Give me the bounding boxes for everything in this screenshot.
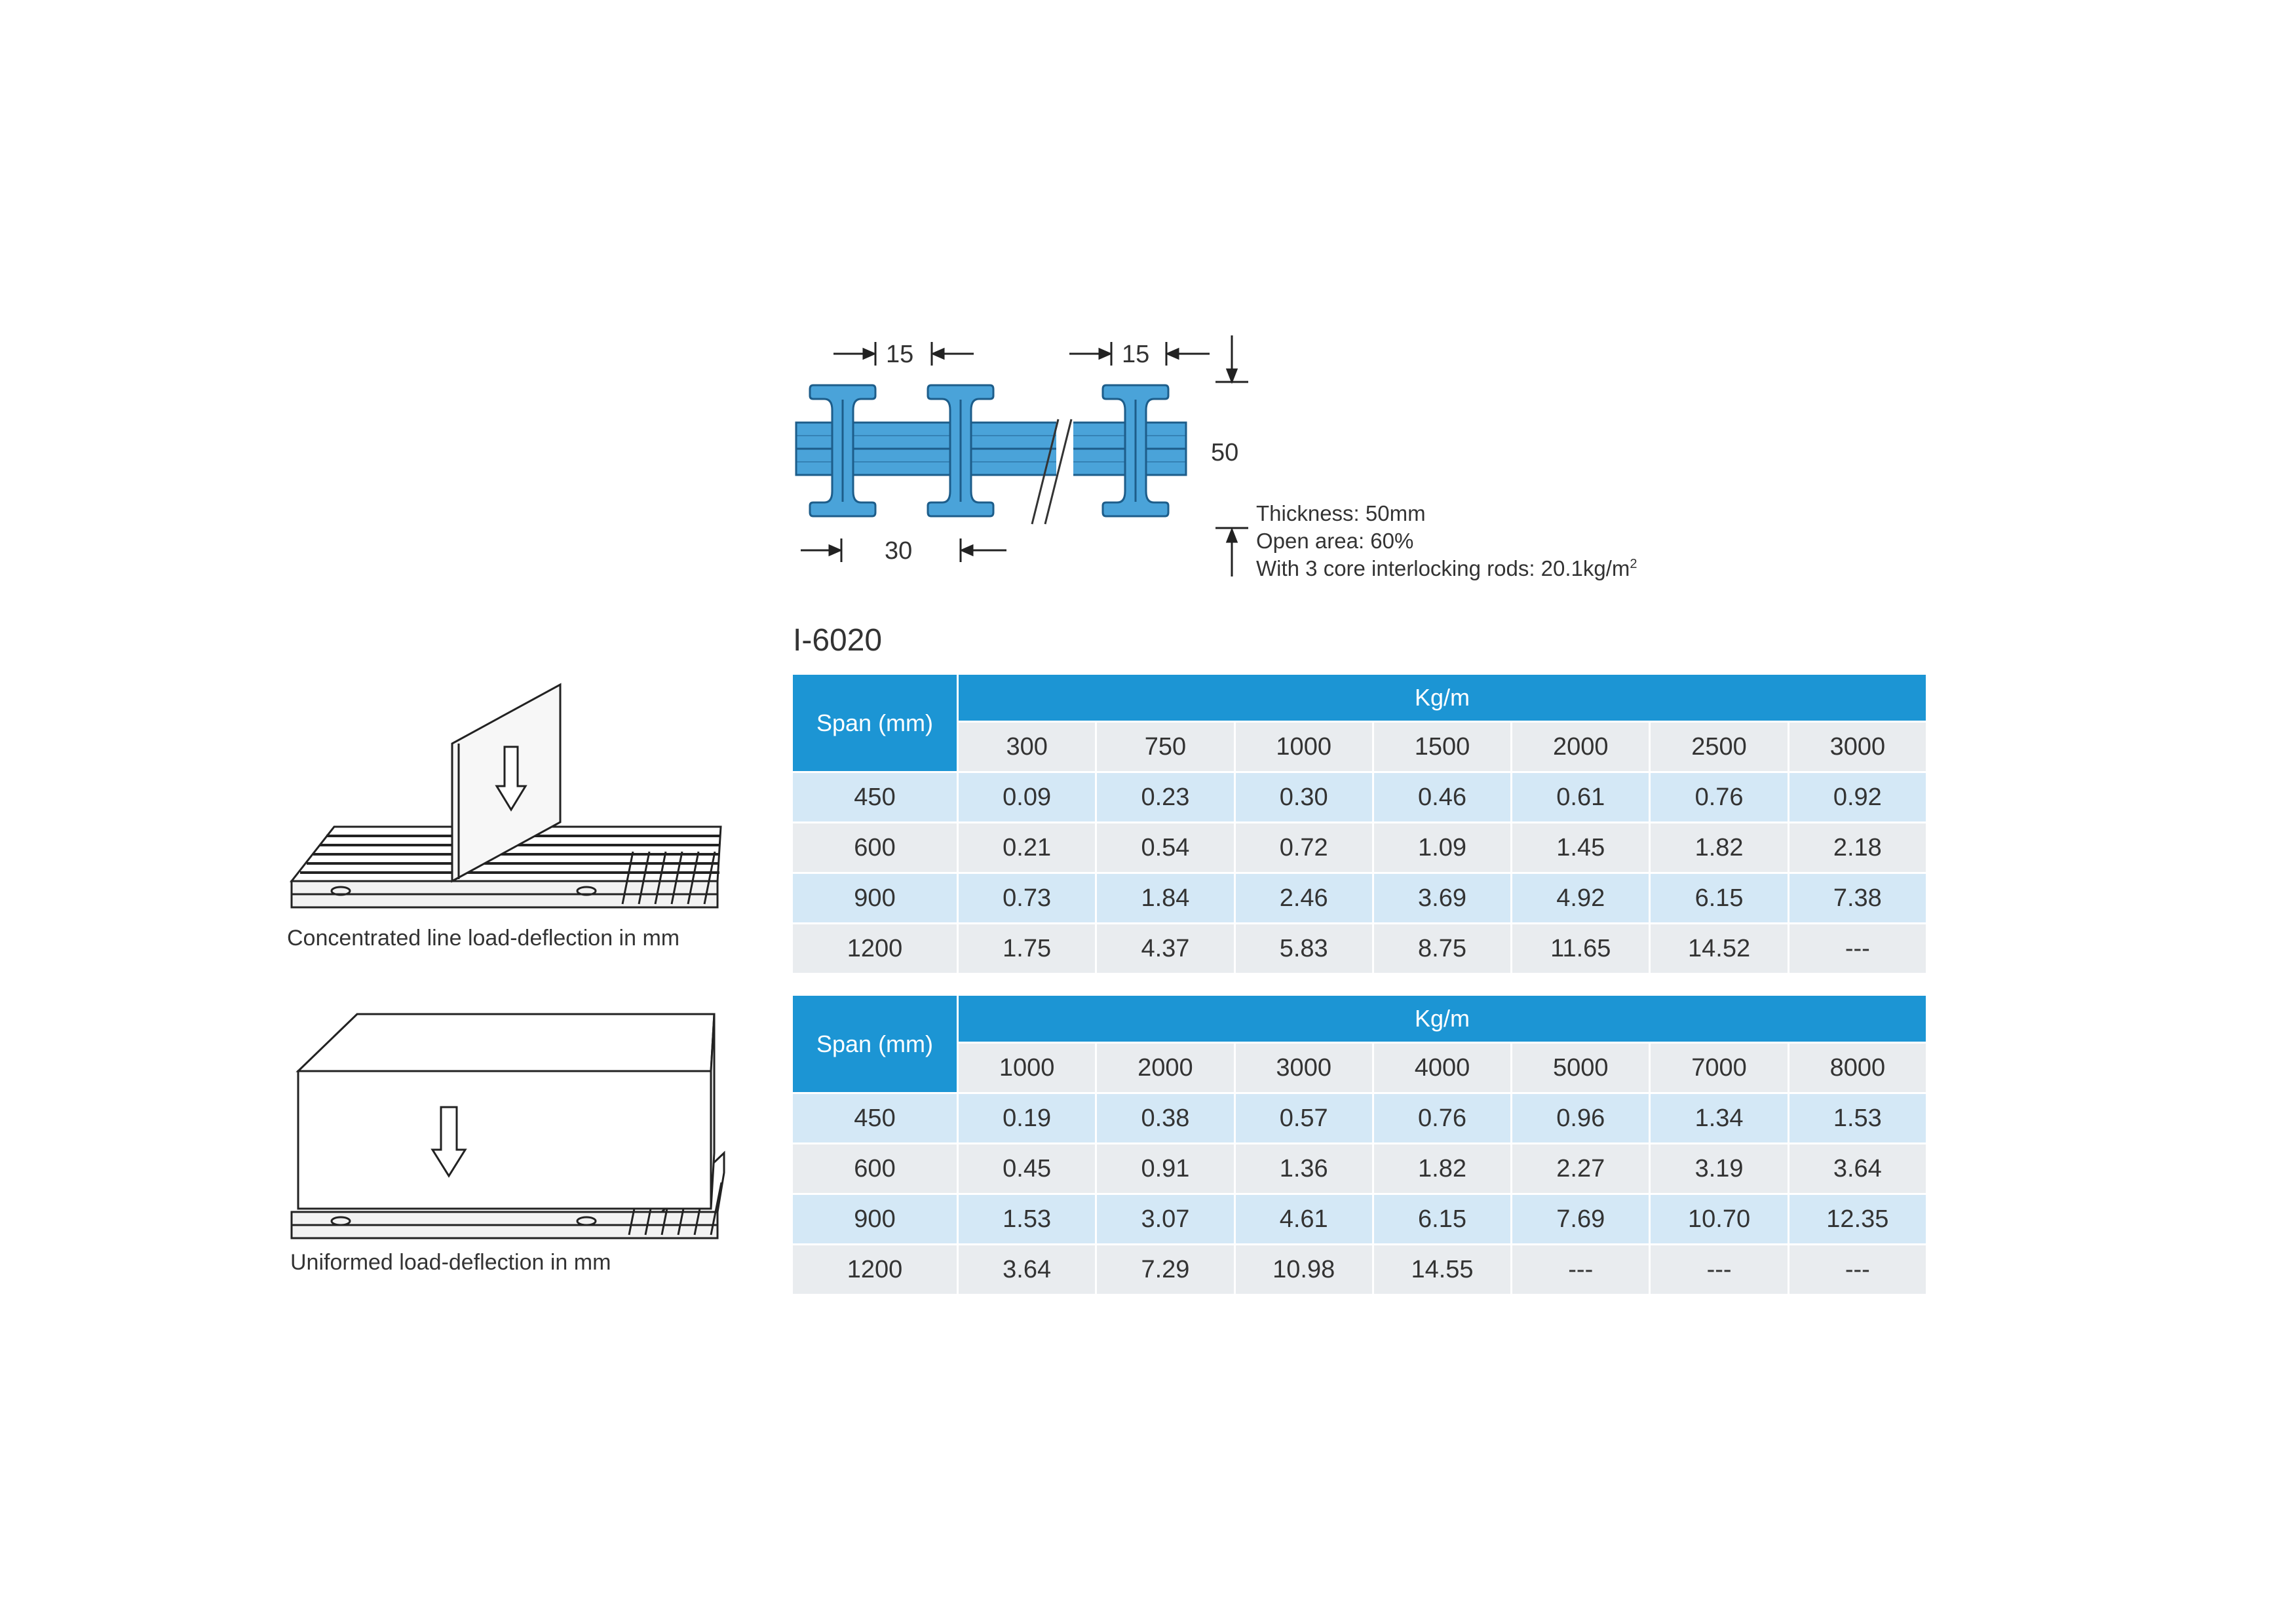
table-cell: 1.53 bbox=[1788, 1093, 1926, 1144]
table-cell: 4.37 bbox=[1096, 924, 1234, 974]
table-cell: 14.55 bbox=[1373, 1245, 1511, 1295]
table-cell: 10.70 bbox=[1650, 1194, 1788, 1245]
column-header: 1000 bbox=[958, 1043, 1096, 1093]
column-header: 7000 bbox=[1650, 1043, 1788, 1093]
table-cell: 1.45 bbox=[1512, 823, 1650, 873]
product-code: I-6020 bbox=[793, 623, 883, 658]
table-cell: 0.21 bbox=[958, 823, 1096, 873]
table-row bbox=[793, 1194, 1927, 1245]
column-header: 5000 bbox=[1512, 1043, 1650, 1093]
table-cell: 7.29 bbox=[1096, 1245, 1234, 1295]
table-cell: --- bbox=[1512, 1245, 1650, 1295]
uniform-load-table bbox=[793, 996, 1928, 1296]
table-cell: 0.72 bbox=[1234, 823, 1373, 873]
table-cell: 1.84 bbox=[1096, 873, 1234, 924]
table-cell: 1.53 bbox=[958, 1194, 1096, 1245]
column-header-row bbox=[793, 1043, 1927, 1093]
column-header: 8000 bbox=[1788, 1043, 1926, 1093]
caption-uniform-load: Uniformed load-deflection in mm bbox=[290, 1250, 611, 1275]
table-cell: 2.27 bbox=[1512, 1144, 1650, 1194]
table-cell: 6.15 bbox=[1373, 1194, 1511, 1245]
table-cell: 3.64 bbox=[958, 1245, 1096, 1295]
table-cell: 0.46 bbox=[1373, 772, 1511, 823]
table-cell: 1.34 bbox=[1650, 1093, 1788, 1144]
table-cell: 11.65 bbox=[1512, 924, 1650, 974]
span-cell: 1200 bbox=[793, 924, 958, 974]
span-cell: 900 bbox=[793, 873, 958, 924]
table-cell: 6.15 bbox=[1650, 873, 1788, 924]
span-cell: 1200 bbox=[793, 1245, 958, 1295]
table-cell: 0.61 bbox=[1512, 772, 1650, 823]
table-cell: 4.92 bbox=[1512, 873, 1650, 924]
table-cell: 8.75 bbox=[1373, 924, 1511, 974]
column-header: 1500 bbox=[1373, 722, 1511, 772]
dim-pitch-a-label: 15 bbox=[886, 341, 914, 368]
table-cell: 0.38 bbox=[1096, 1093, 1234, 1144]
table-cell: 0.30 bbox=[1234, 772, 1373, 823]
table-cell: 0.76 bbox=[1650, 772, 1788, 823]
table-cell: 0.09 bbox=[958, 772, 1096, 823]
table-row bbox=[793, 823, 1927, 873]
table-row bbox=[793, 924, 1927, 974]
table-cell: 3.64 bbox=[1788, 1144, 1926, 1194]
table-cell: 0.57 bbox=[1234, 1093, 1373, 1144]
caption-line-load: Concentrated line load-deflection in mm bbox=[287, 926, 680, 951]
column-header: 2000 bbox=[1096, 1043, 1234, 1093]
table-cell: 12.35 bbox=[1788, 1194, 1926, 1245]
span-cell: 450 bbox=[793, 1093, 958, 1144]
table-cell: 5.83 bbox=[1234, 924, 1373, 974]
table-row bbox=[793, 873, 1927, 924]
table-cell: 1.82 bbox=[1650, 823, 1788, 873]
column-header: 3000 bbox=[1788, 722, 1926, 772]
table-cell: --- bbox=[1788, 1245, 1926, 1295]
table-cell: 3.07 bbox=[1096, 1194, 1234, 1245]
line-load-table bbox=[793, 675, 1928, 975]
table-cell: 7.38 bbox=[1788, 873, 1926, 924]
table-cell: 10.98 bbox=[1234, 1245, 1373, 1295]
table-cell: 1.82 bbox=[1373, 1144, 1511, 1194]
unit-header: Kg/m bbox=[958, 996, 1927, 1043]
column-header-row bbox=[793, 722, 1927, 772]
table-row bbox=[793, 1093, 1927, 1144]
table-cell: 0.92 bbox=[1788, 772, 1926, 823]
column-header: 2500 bbox=[1650, 722, 1788, 772]
span-header: Span (mm) bbox=[793, 675, 958, 772]
table-cell: --- bbox=[1788, 924, 1926, 974]
table-cell: --- bbox=[1650, 1245, 1788, 1295]
spec-thickness: Thickness: 50mm bbox=[1256, 501, 1426, 525]
span-cell: 600 bbox=[793, 823, 958, 873]
table-cell: 3.19 bbox=[1650, 1144, 1788, 1194]
table-cell: 0.23 bbox=[1096, 772, 1234, 823]
table-cell: 7.69 bbox=[1512, 1194, 1650, 1245]
table-cell: 4.61 bbox=[1234, 1194, 1373, 1245]
column-header: 3000 bbox=[1234, 1043, 1373, 1093]
span-cell: 450 bbox=[793, 772, 958, 823]
table-cell: 1.75 bbox=[958, 924, 1096, 974]
table-cell: 14.52 bbox=[1650, 924, 1788, 974]
table-row bbox=[793, 1144, 1927, 1194]
column-header: 750 bbox=[1096, 722, 1234, 772]
table-cell: 0.91 bbox=[1096, 1144, 1234, 1194]
table-row bbox=[793, 772, 1927, 823]
dim-pitch-b-label: 15 bbox=[1122, 341, 1150, 368]
dim-spacing-label: 30 bbox=[885, 537, 913, 565]
column-header: 2000 bbox=[1512, 722, 1650, 772]
table-cell: 0.54 bbox=[1096, 823, 1234, 873]
table-cell: 0.76 bbox=[1373, 1093, 1511, 1144]
span-cell: 900 bbox=[793, 1194, 958, 1245]
dim-height-label: 50 bbox=[1211, 439, 1239, 466]
table-cell: 0.19 bbox=[958, 1093, 1096, 1144]
table-cell: 1.09 bbox=[1373, 823, 1511, 873]
table-cell: 2.46 bbox=[1234, 873, 1373, 924]
table-cell: 0.96 bbox=[1512, 1093, 1650, 1144]
table-cell: 1.36 bbox=[1234, 1144, 1373, 1194]
spec-rods-text: With 3 core interlocking rods: 20.1kg/m bbox=[1256, 556, 1630, 580]
spec-open-area: Open area: 60% bbox=[1256, 529, 1414, 553]
table-cell: 3.69 bbox=[1373, 873, 1511, 924]
span-header: Span (mm) bbox=[793, 996, 958, 1093]
table-cell: 0.73 bbox=[958, 873, 1096, 924]
unit-header: Kg/m bbox=[958, 675, 1927, 722]
spec-rods-sup: 2 bbox=[1630, 557, 1637, 571]
table-row bbox=[793, 1245, 1927, 1295]
column-header: 300 bbox=[958, 722, 1096, 772]
table-cell: 0.45 bbox=[958, 1144, 1096, 1194]
column-header: 4000 bbox=[1373, 1043, 1511, 1093]
span-cell: 600 bbox=[793, 1144, 958, 1194]
table-cell: 2.18 bbox=[1788, 823, 1926, 873]
column-header: 1000 bbox=[1234, 722, 1373, 772]
